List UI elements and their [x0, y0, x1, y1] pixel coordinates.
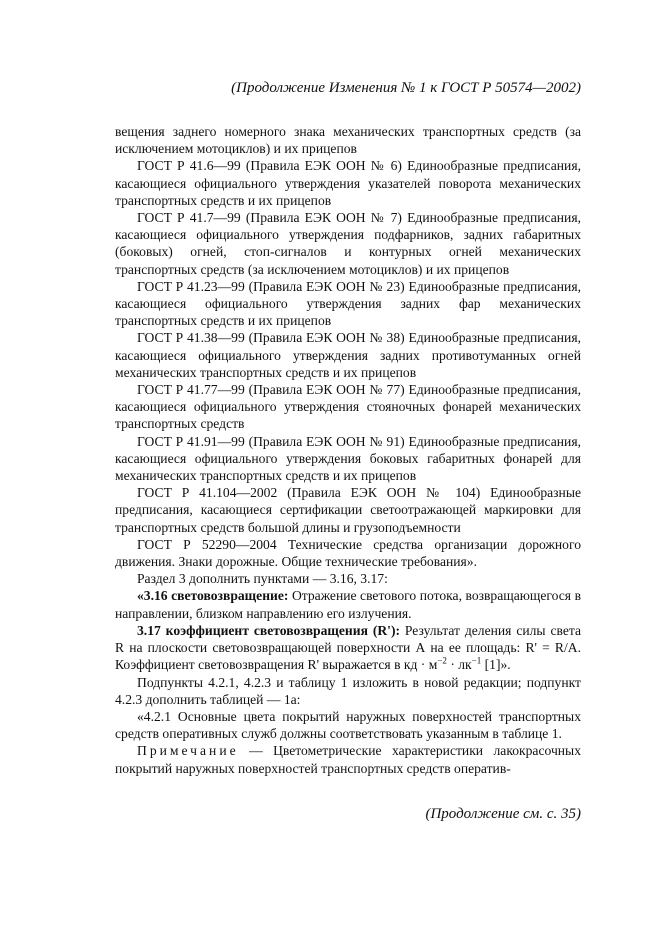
body-text: [115, 123, 581, 777]
paragraph: ГОСТ Р 41.104—2002 (Правила ЕЭК ООН № 104) Единообразные предписания, касающиеся сертификации светоотражающей маркировки для транспортных средств большой длины и грузоподъемности: [115, 485, 581, 535]
definition-3-17: [115, 622, 581, 674]
definition-text: · лк: [446, 657, 472, 673]
superscript: −2: [437, 655, 447, 666]
definition-text: Результат деления силы света R на плоскости световозвращающей поверхности А на ее площадь: R' = R/A. Коэффициент световозвращения R' выражается в кд · м: [115, 622, 581, 673]
paragraph: ГОСТ Р 41.77—99 (Правила ЕЭК ООН № 77) Единообразные предписания, касающиеся официального утверждения стояночных фонарей механических транспортных средств: [115, 382, 581, 432]
paragraph: ГОСТ Р 41.23—99 (Правила ЕЭК ООН № 23) Единообразные предписания, касающиеся официального утверждения задних фар механических транспортных средств и их прицепов: [115, 278, 581, 329]
paragraph: «4.2.1 Основные цвета покрытий наружных поверхностей транспортных средств оперативных служб должны соответствовать указанным в таблице 1.: [115, 708, 581, 742]
definition-3-16: [115, 587, 581, 621]
note-label: Примечание: [137, 743, 239, 759]
page-footer: (Продолжение см. с. 35): [425, 806, 581, 822]
note: [115, 742, 581, 776]
paragraph: Подпункты 4.2.1, 4.2.3 и таблицу 1 изложить в новой редакции; подпункт 4.2.3 дополнить таблицей — 1а:: [115, 674, 581, 707]
definition-text: [1]».: [481, 657, 511, 673]
paragraph: ГОСТ Р 41.7—99 (Правила ЕЭК ООН № 7) Единообразные предписания, касающиеся официального утверждения подфарников, задних габаритных (боковых) огней, стоп-сигналов и контурных огней механических транспортных средств (за исключением мотоциклов) и их прицепов: [115, 210, 581, 277]
term: «3.16 световозвращение:: [137, 588, 289, 604]
page-header: (Продолжение Изменения № 1 к ГОСТ Р 50574—2002): [231, 80, 581, 96]
paragraph: ГОСТ Р 41.6—99 (Правила ЕЭК ООН № 6) Единообразные предписания, касающиеся официального утверждения указателей поворота механических транспортных средств и их прицепов: [115, 158, 581, 208]
paragraph: Раздел 3 дополнить пунктами — 3.16, 3.17:: [137, 571, 388, 587]
superscript: −1: [471, 655, 482, 666]
term: 3.17 коэффициент световозвращения (R'):: [137, 622, 401, 638]
definition-text: Отражение светового потока, возвращающегося в направлении, близком направлению его излучения.: [115, 588, 581, 621]
paragraph: вещения заднего номерного знака механических транспортных средств (за исключением мотоциклов) и их прицепов: [115, 124, 581, 157]
paragraph: ГОСТ Р 52290—2004 Технические средства организации дорожного движения. Знаки дорожные. Общие технические требования».: [115, 536, 581, 570]
paragraph: ГОСТ Р 41.38—99 (Правила ЕЭК ООН № 38) Единообразные предписания, касающиеся официального утверждения задних противотуманных огней механических транспортных средств и их прицепов: [115, 330, 581, 380]
paragraph: ГОСТ Р 41.91—99 (Правила ЕЭК ООН № 91) Единообразные предписания, касающиеся официального утверждения боковых габаритных фонарей для механических транспортных средств и их прицепов: [115, 433, 581, 484]
note-text: — Цветометрические характеристики лакокрасочных покрытий наружных поверхностей транспортных средств оператив-: [115, 743, 581, 776]
